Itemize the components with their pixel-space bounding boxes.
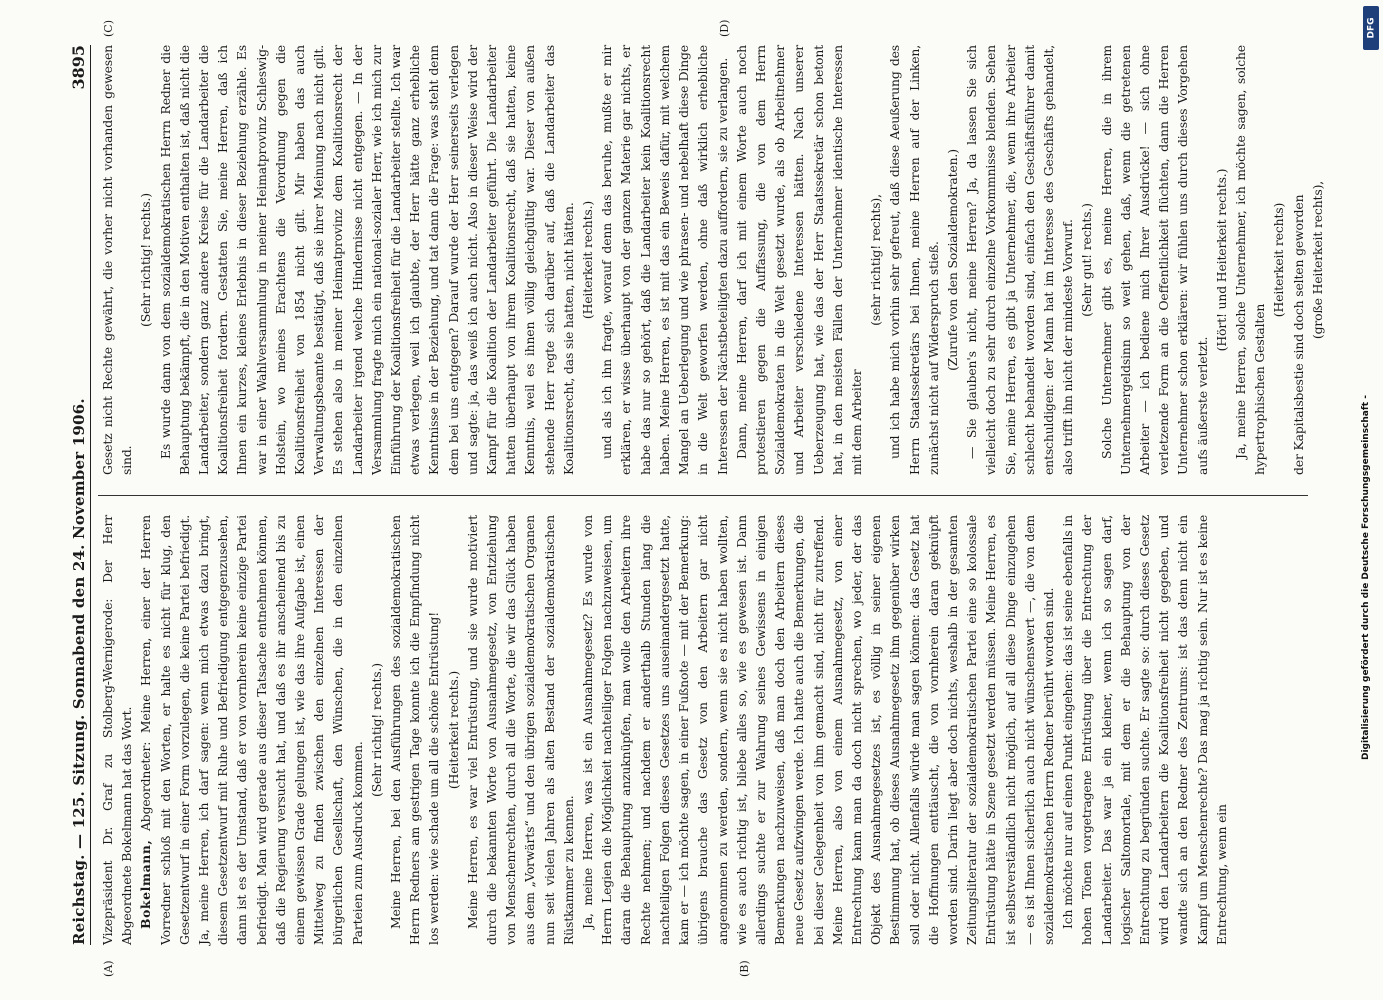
interjection: (Sehr gut! rechts.) (1079, 203, 1095, 317)
margin-marker-c: (C) (102, 20, 115, 37)
interjection: (Heiterkeit rechts.) (445, 670, 461, 790)
text-columns (98, 19, 1325, 977)
paragraph: Ja, meine Herren, solche Unternehmer, ich möchte sagen, solche hypertrophischen Gestalten (1232, 45, 1268, 475)
paragraph: und ich habe mich vorhin sehr gefreut, daß diese Aeußerung des Herrn Staatssekretärs bei Ihnen, meine Herren auf der Linken, zunächst nicht auf Widerspruch stieß. (887, 45, 941, 475)
paragraph: Solche Unternehmer gibt es, meine Herren, die in ihrem Unternehmergeldsinn so weit gehen, daß, wenn die getretenen Arbeiter — ich bediene mich Ihrer Ausdrücke! — sich ohne verletzende Form an die Oeffentlichkeit flüchten, dann die Herren Unternehmer schon erklären: wir fühlen uns durch dieses Vorgehen aufs äußerste verletzt. (1098, 45, 1210, 475)
rotated-page-content (60, 19, 1350, 977)
paragraph: — Sie glauben's nicht, meine Herren? Ja, da lassen Sie sich vielleicht doch zu sehr durch einzelne Vorkommnisse blenden. Sehen Sie, meine Herren, es gibt ja Unternehmer, die, wenn ihre Arbeiter schlecht behandelt worden sind, einfach den Geschäftsführer damit entschuldigen: der Mann hat im Interesse des Geschäfts gehandelt, also trifft ihn nicht der mindeste Vorwurf. (964, 45, 1076, 475)
dfg-logo: DFG (1363, 6, 1379, 50)
interjection: (sehr richtig! rechts), (868, 194, 884, 326)
interjection: (Heiterkeit rechts) (1271, 202, 1287, 318)
paragraph: Dann, meine Herren, darf ich mit einem Worte auch noch protestieren gegen die Auffassung, die von dem Herrn Sozialdemokraten in die Welt gesetzt wurde, als ob Arbeitnehmer und Arbeiter verschiedene Interessen hätten. Nach unserer Ueberzeugung hat, wie das der Herr Staatssekretär schon betont hat, in den meisten Fällen der Unternehmer identische Interessen mit dem Arbeiter (733, 45, 864, 475)
speech-text: Abgeordneter: Meine Herren, einer der Herren Vorredner schloß mit den Worten, er halte es nicht für klug, den Gesetzentwurf in einer Form vorzulegen, die keine Partei befriedigt. Ja, meine Herren, ich darf sagen: wenn mich etwas dazu bringt, diesem Gesetzentwurf mit Ruhe und Befriedigung entgegenzusehen, dann ist es der Umstand, daß er von vornherein keine einzige Partei befriedigt. Man wird gerade aus dieser Tatsache entnehmen können, daß die Regierung versucht hat, und daß es ihr anscheinend bis zu einem gewissen Grade gelungen ist, wie das ihre Aufgabe ist, einen Mittelweg zu finden zwischen den einzelnen Interessen der bürgerlichen Gesellschaft, den Wünschen, die in den einzelnen Parteien zum Ausdruck kommen. (138, 515, 365, 945)
page-header (60, 45, 91, 945)
interjection: (Heiterkeit rechts.) (580, 200, 596, 320)
interjection: (Hört! und Heiterkeit rechts.) (1213, 168, 1229, 352)
paragraph: Meine Herren, bei den Ausführungen des sozialdemokratischen Herrn Redners am gestrigen Tage konnte ich die Empfindung nicht los werden: wie schade um all die schöne Entrüstung! (388, 515, 442, 945)
paragraph (136, 515, 366, 945)
running-head: Reichstag. — 125. Sitzung. Sonnabend den 24. November 1906. (70, 398, 88, 945)
paragraph: Ich möchte nur auf einen Punkt eingehen: das ist seine ebenfalls in hohen Tönen vorgetragene Entrüstung über die Entrechtung der Landarbeiter. Das war ja ein kleiner, wenn ich so sagen darf, logischer Saltomortale, mit dem er die Behauptung von der Entrechtung zu begründen suchte. Er sagte so: durch dieses Gesetz wird den Landarbeitern die Koalitionsfreiheit nicht gegeben, und wandte sich an den Redner des Zentrums: ist das denn nicht ein Kampf um Menschenrechte? Das mag ja richtig sein. Nur ist es keine Entrechtung, wenn ein (1060, 515, 1229, 945)
column-divider (98, 495, 1308, 496)
page-number: 3895 (69, 45, 88, 90)
paragraph: der Kapitalsbestie sind doch selten geworden (1290, 194, 1306, 475)
paragraph: Vizepräsident Dr. Graf zu Stolberg-Wernigerode: Der Herr Abgeordnete Bokelmann hat das Wort. (100, 515, 135, 945)
left-column (98, 515, 1308, 945)
interjection: (Sehr richtig! rechts.) (138, 193, 154, 327)
right-column (98, 45, 1325, 475)
interjection: (Sehr richtig! rechts.) (368, 663, 384, 797)
interjection: (Zurufe von den Sozialdemokraten.) (944, 149, 960, 371)
paragraph: und als ich ihn fragte, worauf denn das beruhe, mußte er mir erklären, er wisse überhaupt von der ganzen Materie gar nichts, er habe das nur so gehört, daß die Landarbeiter kein Koalitionsrecht haben. Meine Herren, es ist mit das ein Beweis dafür, mit welchem Mangel an Ueberlegung und wie phrasen- und nebelhaft diese Dinge in die Welt geworfen werden, ohne daß wirklich erhebliche Interessen der Nächstbeteiligten dazu auffordern, sie zu verlangen. (599, 45, 730, 475)
speaker-name: Bokelmann, (138, 839, 154, 929)
margin-marker-d: (D) (718, 19, 731, 37)
paragraph: Meine Herren, es war viel Entrüstung, und sie wurde motiviert durch die bekannten Worte von Ausnahmegesetz, von Entziehung von Menschenrechten, durch all die Worte, die wir das Glück haben aus dem „Vorwärts“ und den übrigen sozialdemokratischen Organen nun seit vielen Jahren als alten Bestand der sozialdemokratischen Rüstkammer zu kennen. (464, 515, 576, 945)
margin-marker-b: (B) (738, 960, 751, 977)
paragraph: Ja, meine Herren, was ist ein Ausnahmegesetz? Es wurde von Herrn Legien die Möglichkeit nachteiliger Folgen nachzuweisen, um daran die Behauptung anzuknüpfen, man wolle den Arbeitern ihre Rechte nehmen; und nachdem er anderthalb Stunden lang die nachteiligen Folgen dieses Gesetzes uns auseinandergesetzt hatte, kam er — ich möchte sagen, in einer Fußnote — mit der Bemerkung: übrigens brauche das Gesetz von den Arbeitern gar nicht angenommen zu werden, sondern, wenn sie es nicht haben wollten, wie es auch richtig ist, bliebe alles so, wie es gewesen ist. Dann allerdings suchte er zur Wahrung seines Gewissens in einigen Bemerkungen nachzuweisen, daß man doch den Arbeitern dieses neue Gesetz aufzwingen werde. Ich hatte auch die Bemerkungen, die bei dieser Gelegenheit von ihm gemacht sind, nicht für zutreffend. Meine Herren, also von einem Ausnahmegesetz, von einer Entrechtung kann man da doch nicht sprechen, wo jeder, der das Objekt des Ausnahmegesetzes ist, es völlig in seiner eigenen Bestimmung hat, ob dieses Ausnahmegesetz ihm gegenüber wirken soll oder nicht. Allenfalls würde man sagen können: das Gesetz hat die Hoffnungen enttäuscht, die von vornherein daran geknüpft worden sind. Darin liegt aber doch nichts, weshalb in der gesamten Zeitungsliteratur der sozialdemokratischen Partei eine so kolossale Entrüstung hätte in Szene gesetzt werden müssen. Meine Herren, es ist selbstverständlich nicht möglich, auf all diese Dinge einzugehen — es ist Ihnen sicherlich auch nicht wünschenswert —, die von dem sozialdemokratischen Herrn Redner berührt worden sind. (580, 515, 1056, 945)
digitization-credit: Digitalisierung gefördert durch die Deutsche Forschungsgemeinschaft - (1361, 395, 1371, 760)
paragraph: Gesetz nicht Rechte gewährt, die vorher nicht vorhanden gewesen sind. (100, 45, 135, 475)
margin-marker-a: (A) (102, 960, 115, 977)
paragraph: Es wurde dann von dem sozialdemokratischen Herrn Redner die Behauptung bekämpft, die in den Motiven enthalten ist, daß nicht die Landarbeiter, sondern ganz andere Kreise für die Landarbeiter die Koalitionsfreiheit fordern. Gestatten Sie, meine Herren, daß ich Ihnen ein kurzes, kleines Erlebnis in dieser Beziehung erzähle. Es war in einer Wahlversammlung in meiner Heimatprovinz Schleswig-Holstein, wo meines Erachtens die Verordnung gegen die Koalitionsfreiheit von 1854 nicht gilt. Mir haben das auch Verwaltungsbeamte bestätigt, daß sie ihrer Meinung nach nicht gilt. Es stehen also in meiner Heimatprovinz dem Koalitionsrecht der Landarbeiter irgend welche Hindernisse nicht entgegen. — In der Versammlung fragte mich ein national-sozialer Herr, wie ich mich zur Einführung der Koalitionsfreiheit für die Landarbeiter stellte. Ich war etwas verlegen, weil ich glaubte, der Herr hätte ganz erhebliche Kenntnisse in der Beziehung, und tat dann die Frage: was steht denn dem bei uns entgegen? Darauf wurde der Herr seinerseits verlegen und sagte: ja, das weiß ich auch nicht. Also in dieser Weise wird der Kampf für die Koalition der Landarbeiter geführt. Die Landarbeiter hatten überhaupt von ihrem Koalitionsrecht, daß sie hatten, keine Kenntnis, weil es ihnen völlig gleichgültig war. Dieser von außen stehende Herr regte sich darüber auf, daß die Landarbeiter das Koalitionsrecht, das sie hatten, nicht hätten. (157, 45, 576, 475)
interjection: (große Heiterkeit rechts), (1309, 180, 1325, 340)
